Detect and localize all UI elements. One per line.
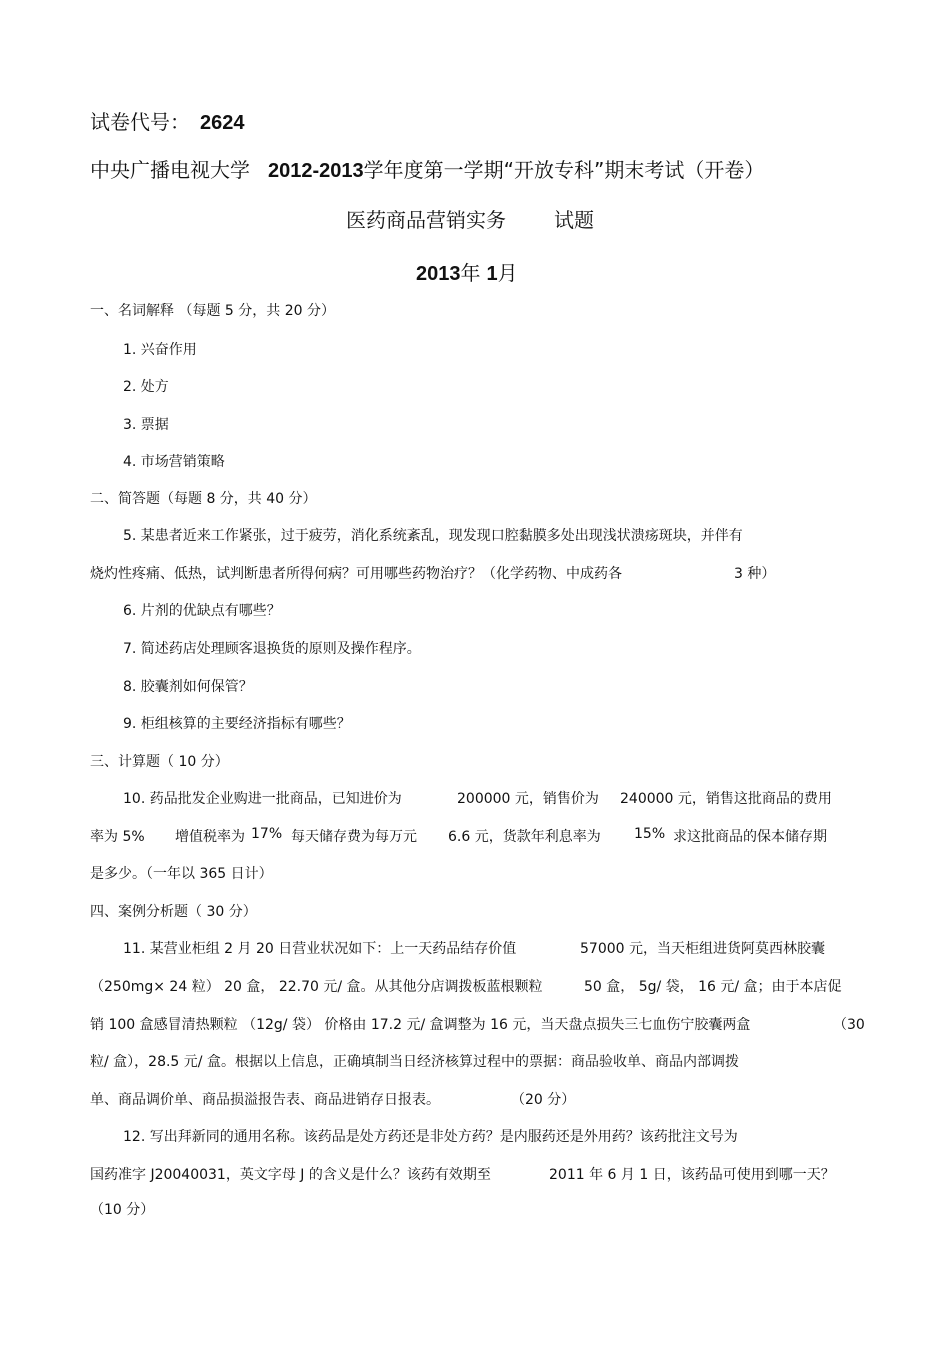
q10-l1-a: 10. 药品批发企业购进一批商品，已知进价为 (123, 791, 402, 807)
q10-l2-c: 17% (251, 826, 283, 842)
q10-l2-d: 每天储存费为每万元 (291, 829, 417, 845)
s1-item-3: 3. 票据 (123, 417, 169, 433)
q12-l1: 12. 写出拜新同的通用名称。该药品是处方药还是非处方药？是内服药还是外用药？该药批注文号为 (123, 1129, 738, 1145)
q11-l2-b: 50 盒， 5g/ 袋， 16 元/ 盒；由于本店促 (584, 979, 842, 995)
exam-code-label: 试卷代号： (90, 110, 190, 134)
q11-l2-a: （250mg× 24 粒） 20 盒， 22.70 元/ 盒。从其他分店调拨板蓝根颗粒 (90, 979, 543, 995)
exam-code-line (90, 106, 245, 135)
q11-l4: 粒/ 盒），28.5 元/ 盒。根据以上信息，正确填制当日经济核算过程中的票据：商品验收单、商品内部调拨 (90, 1054, 739, 1070)
s1-item-2: 2. 处方 (123, 379, 169, 395)
exam-date-year-unit: 年 (460, 261, 481, 285)
q11-l3-b: （30 (833, 1017, 865, 1033)
q10-l1-b: 200000 元，销售价为 (457, 791, 599, 807)
s1-item-4: 4. 市场营销策略 (123, 454, 225, 470)
q11-l1-a: 11. 某营业柜组 2 月 20 日营业状况如下：上一天药品结存价值 (123, 941, 517, 957)
q11-l5-a: 单、商品调价单、商品损溢报告表、商品进销存日报表。 (90, 1092, 440, 1108)
q6: 6. 片剂的优缺点有哪些？ (123, 603, 281, 619)
section-2-title: 二、简答题（每题 8 分，共 40 分） (90, 491, 317, 507)
exam-term: 学年度第一学期“开放专科”期末考试（开卷） (363, 158, 765, 182)
q10-l3: 是多少。（一年以 365 日计） (90, 866, 273, 882)
exam-code-value: 2624 (200, 112, 245, 134)
q10-l2-g: 求这批商品的保本储存期 (673, 829, 827, 845)
q12-l2-a: 国药准字 J20040031，英文字母 J 的含义是什么？该药有效期至 (90, 1167, 491, 1183)
q9: 9. 柜组核算的主要经济指标有哪些？ (123, 716, 351, 732)
q10-l2-f: 15% (634, 826, 666, 842)
academic-year: 2012-2013 (268, 160, 364, 182)
q11-l3-a: 销 100 盒感冒清热颗粒 （12g/ 袋） 价格由 17.2 元/ 盒调整为 16 元，当天盘点损失三七血伤宁胶囊两盒 (90, 1017, 751, 1033)
q11-l1-b: 57000 元，当天柜组进货阿莫西林胶囊 (580, 941, 825, 957)
q10-l2-e: 6.6 元，货款年利息率为 (448, 829, 601, 845)
q5-line-2a: 烧灼性疼痛、低热，试判断患者所得何病？可用哪些药物治疗？（化学药物、中成药各 (90, 566, 622, 582)
q12-l2-b: 2011 年 6 月 1 日，该药品可使用到哪一天？ (549, 1167, 835, 1183)
s1-item-1: 1. 兴奋作用 (123, 342, 197, 358)
section-1-title: 一、名词解释 （每题 5 分，共 20 分） (90, 303, 335, 319)
q10-l2-a: 率为 5% (90, 829, 145, 845)
q11-l5-b: （20 分） (511, 1092, 576, 1108)
section-4-title: 四、案例分析题（ 30 分） (90, 904, 257, 920)
exam-date-month-unit: 月 (497, 261, 518, 285)
q5-line-1: 5. 某患者近来工作紧张，过于疲劳，消化系统紊乱，现发现口腔黏膜多处出现浅状溃疡斑块，并伴有 (123, 528, 743, 544)
exam-title-line (90, 154, 764, 183)
q10-l2-b: 增值税率为 (175, 829, 245, 845)
course-name: 医药商品营销实务 (346, 208, 506, 232)
paper-label: 试题 (554, 208, 594, 232)
q8: 8. 胶囊剂如何保管？ (123, 679, 253, 695)
q5-line-2b: 3 种） (734, 566, 776, 582)
exam-date (416, 257, 518, 286)
q10-l1-c: 240000 元，销售这批商品的费用 (620, 791, 832, 807)
course-title-line (346, 204, 594, 233)
section-3-title: 三、计算题（ 10 分） (90, 754, 229, 770)
university-name: 中央广播电视大学 (90, 158, 250, 182)
q7: 7. 简述药店处理顾客退换货的原则及操作程序。 (123, 641, 421, 657)
exam-date-year: 2013 (416, 263, 461, 285)
q12-l3: （10 分） (90, 1202, 155, 1218)
exam-date-month: 1 (486, 263, 498, 285)
